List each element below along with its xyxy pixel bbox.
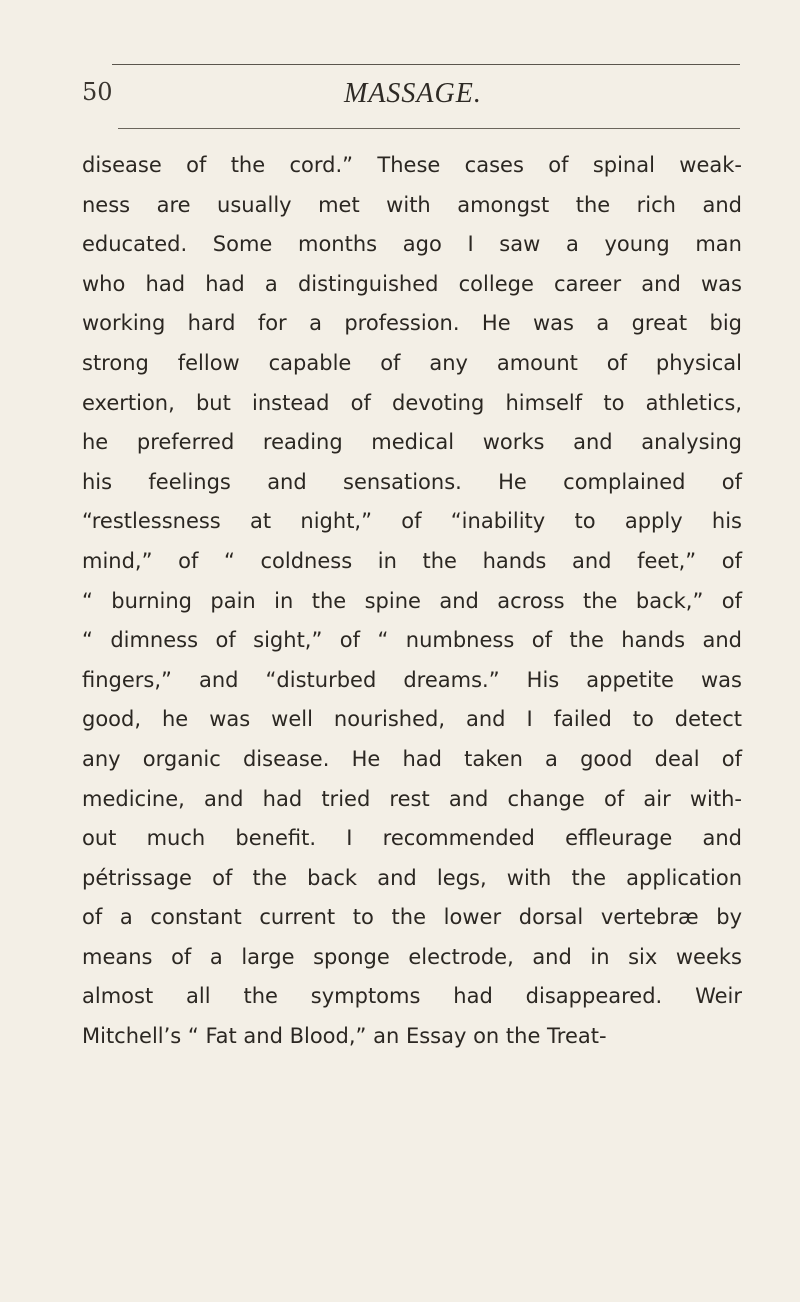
- body-text: [82, 146, 742, 1057]
- text-line: fingers,” and “disturbed dreams.” His appetite was: [82, 667, 742, 692]
- text-line: “ burning pain in the spine and across the back,” of: [82, 588, 742, 613]
- text-line: mind,” of “ coldness in the hands and feet,” of: [82, 548, 742, 573]
- text-line: Mitchell’s “ Fat and Blood,” an Essay on the Treat-: [82, 1024, 607, 1049]
- text-line: means of a large sponge electrode, and in six weeks: [82, 944, 742, 969]
- text-line: his feelings and sensations. He complained of: [82, 469, 742, 494]
- text-line: medicine, and had tried rest and change of air with-: [82, 786, 742, 811]
- header-rule: [118, 128, 740, 129]
- page-number: 50: [82, 78, 113, 106]
- text-line: “ dimness of sight,” of “ numbness of the hands and: [82, 628, 742, 653]
- top-rule: [112, 64, 740, 65]
- page-title: MASSAGE.: [344, 78, 482, 109]
- running-head: [82, 78, 742, 118]
- text-line: out much benefit. I recommended effleurage and: [82, 826, 742, 851]
- text-line: pétrissage of the back and legs, with the application: [82, 865, 742, 890]
- text-line: of a constant current to the lower dorsal vertebræ by: [82, 905, 742, 930]
- text-line: working hard for a profession. He was a great big: [82, 311, 742, 336]
- text-line: “restlessness at night,” of “inability to apply his: [82, 509, 742, 534]
- text-line: strong fellow capable of any amount of physical: [82, 350, 742, 375]
- text-line: good, he was well nourished, and I failed to detect: [82, 707, 742, 732]
- text-line: who had had a distinguished college career and was: [82, 271, 742, 296]
- text-line: exertion, but instead of devoting himself to athletics,: [82, 390, 742, 415]
- text-line: he preferred reading medical works and analysing: [82, 430, 742, 455]
- text-line: almost all the symptoms had disappeared. Weir: [82, 984, 742, 1009]
- text-line: disease of the cord.” These cases of spinal weak-: [82, 153, 742, 177]
- text-line: any organic disease. He had taken a good deal of: [82, 746, 742, 771]
- text-line: educated. Some months ago I saw a young man: [82, 232, 742, 257]
- text-line: ness are usually met with amongst the rich and: [82, 192, 742, 217]
